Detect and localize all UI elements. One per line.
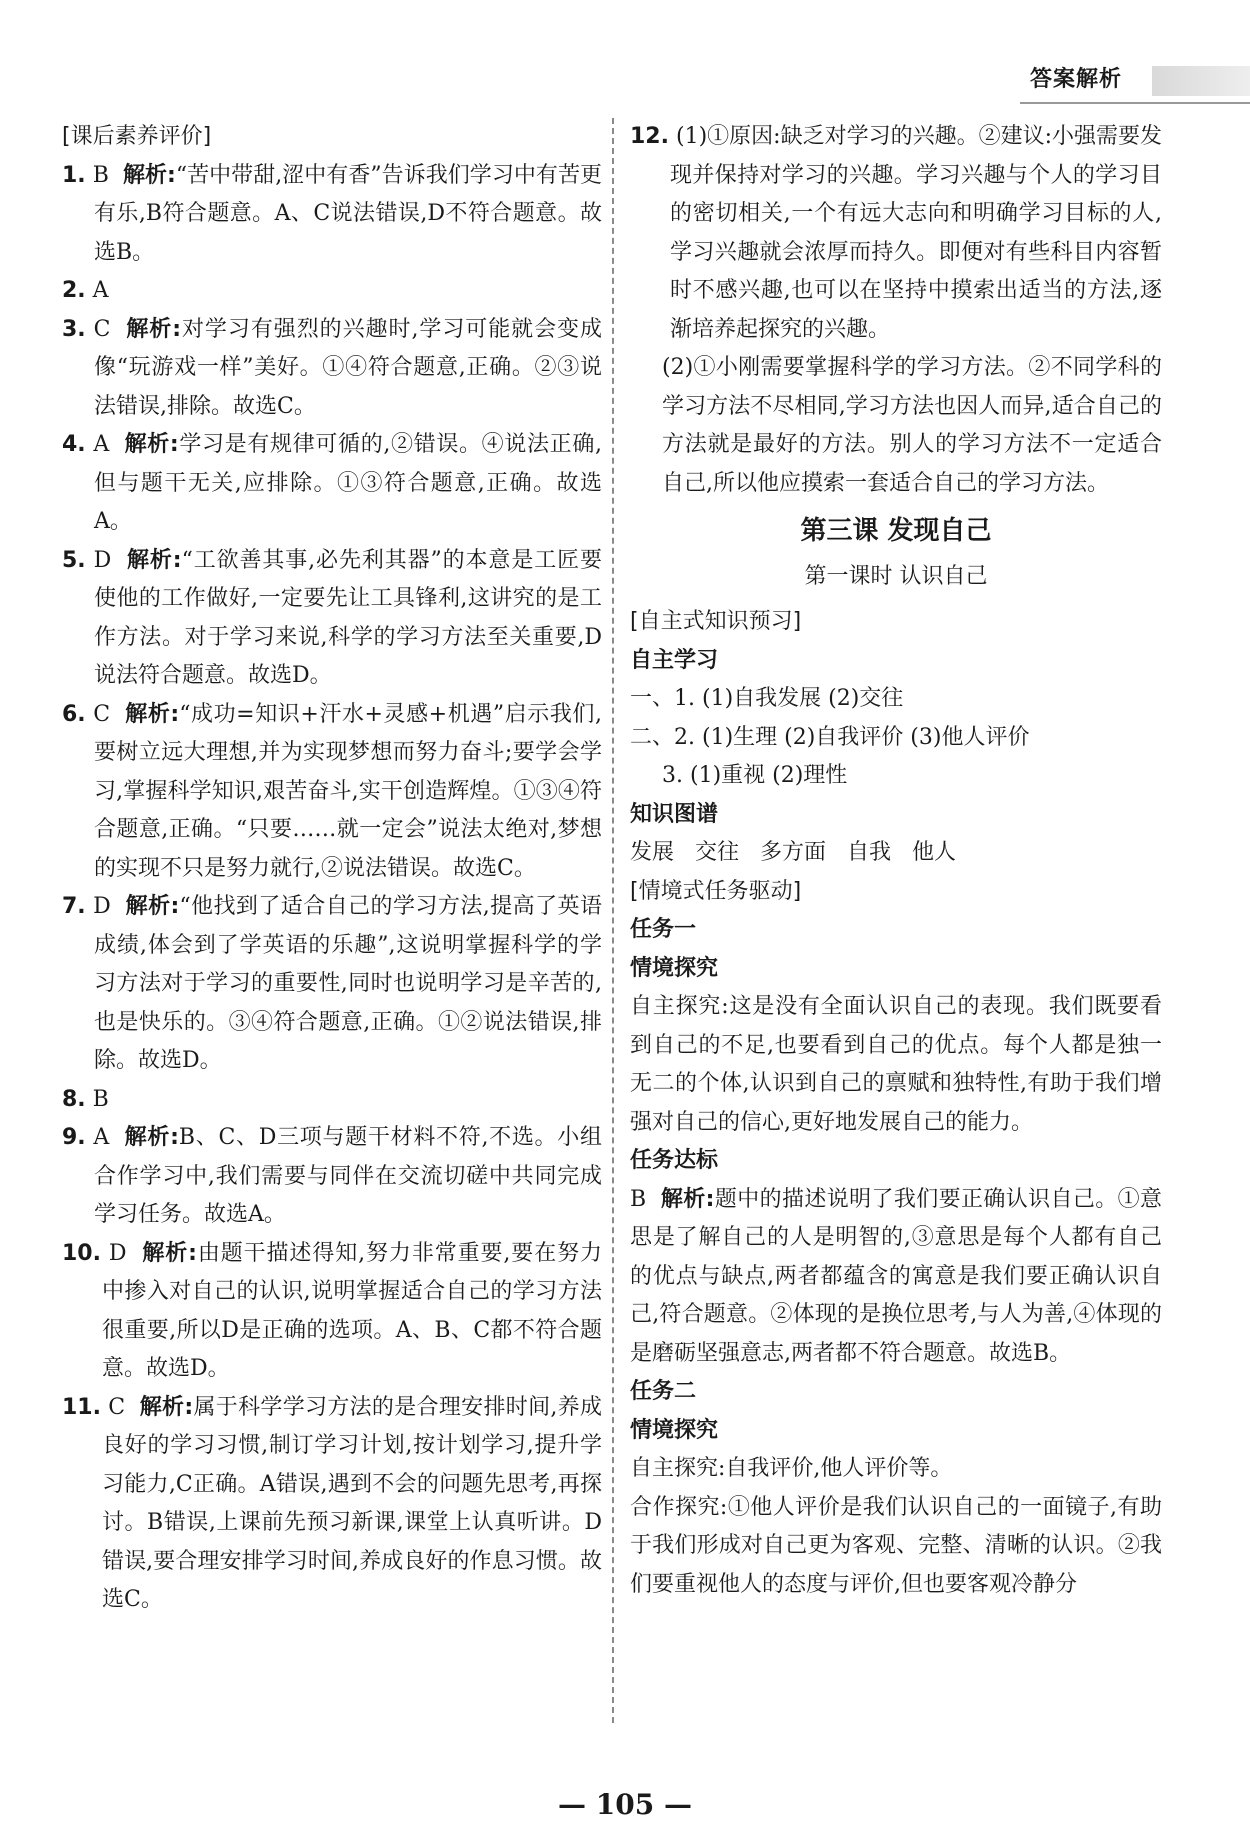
answer-item-12 xyxy=(630,118,1162,349)
item-number: 6. xyxy=(62,701,86,727)
item-text: “工欲善其事,必先利其器”的本意是工匠要使他的工作做好,一定要先让工具锋利,这讲究的是工作方法。对于学习来说,科学的学习方法至关重要,D说法符合题意。故选D。 xyxy=(94,547,602,688)
item-number: 7. xyxy=(62,894,86,919)
left-column xyxy=(62,118,602,1620)
section-title-task: [情境式任务驱动] xyxy=(630,878,802,904)
item-text: 属于科学学习方法的是合理安排时间,养成良好的学习习惯,制订学习计划,按计划学习,提升学习能力,C正确。A错误,遇到不会的问题先思考,再探讨。B错误,上课前先预习新课,课堂上认真听讲。D错误,要合理安排学习时间,养成良好的作息习惯。故选C。 xyxy=(102,1394,602,1612)
subheading-self-study: 自主学习 xyxy=(630,647,719,673)
item-number: 2. xyxy=(62,278,86,303)
knowledge-map-terms: 发展 交往 多方面 自我 他人 xyxy=(630,840,956,865)
item-answer: C xyxy=(93,701,111,727)
item-text: 对学习有强烈的兴趣时,学习可能就会变成像“玩游戏一样”美好。①④符合题意,正确。②③说法错误,排除。故选C。 xyxy=(94,316,602,419)
item-answer: D xyxy=(93,547,112,573)
item-number: 9. xyxy=(62,1125,86,1150)
item-text: 由题干描述得知,努力非常重要,要在努力中掺入对自己的认识,说明掌握适合自己的学习方法很重要,所以D是正确的选项。A、B、C都不符合题意。故选D。 xyxy=(102,1240,602,1381)
goal-text: 题中的描述说明了我们要正确认识自己。①意思是了解自己的人是明智的,③意思是每个人都有自己的优点与缺点,两者都蕴含的寓意是我们要正确认识自己,符合题意。②体现的是换位思考,与人为善,④体现的是磨砺坚强意志,两者都不符合题意。故选B。 xyxy=(630,1186,1162,1366)
item-number: 12. xyxy=(630,124,669,149)
item-answer: D xyxy=(93,894,111,919)
item-text: 学习是有规律可循的,②错误。④说法正确,但与题干无关,应排除。①③符合题意,正确。故选A。 xyxy=(94,432,602,534)
item-number: 5. xyxy=(62,547,86,573)
item-text: “他找到了适合自己的学习方法,提高了英语成绩,体会到了学英语的乐趣”,这说明掌握科学的学习方法对于学习的重要性,同时也说明学习是辛苦的,也是快乐的。③④符合题意,正确。①②说法错误,排除。故选D。 xyxy=(94,894,602,1073)
item-number: 4. xyxy=(62,432,86,457)
header-label: 答案解析 xyxy=(1030,67,1123,92)
item-keyword: 解析: xyxy=(139,1394,194,1420)
goal-answer: B xyxy=(630,1186,647,1212)
answer-item xyxy=(62,696,602,889)
header-rule xyxy=(1020,102,1250,104)
task-one-heading: 任务一 xyxy=(630,917,697,942)
answer-item xyxy=(62,426,602,542)
item-text: (1)①原因:缺乏对学习的兴趣。②建议:小强需要发现并保持对学习的兴趣。学习兴趣与个人的学习目的密切相关,一个有远大志向和明确学习目标的人,学习兴趣就会浓厚而持久。即便对有些科目内容暂时不感兴趣,也可以在坚持中摸索出适当的方法,逐渐培养起探究的兴趣。 xyxy=(670,124,1162,342)
preview-line-3: 3. (1)重视 (2)理性 xyxy=(662,763,848,788)
item-text: “苦中带甜,涩中有香”告诉我们学习中有苦更有乐,B符合题意。A、C说法错误,D不符合题意。故选B。 xyxy=(94,162,602,265)
header-decoration-bar xyxy=(1152,66,1250,96)
section-title-preview: [自主式知识预习] xyxy=(630,609,802,634)
explore-paragraph-2b: 合作探究:①他人评价是我们认识自己的一面镜子,有助于我们形成对自己更为客观、完整、清晰的认识。②我们要重视他人的态度与评价,但也要客观冷静分 xyxy=(630,1494,1162,1597)
answer-item xyxy=(62,888,602,1081)
item-answer: A xyxy=(93,1125,110,1150)
item-keyword: 解析: xyxy=(124,432,179,457)
task-two-heading: 任务二 xyxy=(630,1379,697,1404)
subheading-knowledge-map: 知识图谱 xyxy=(630,801,719,827)
item-answer: D xyxy=(108,1240,127,1266)
right-column xyxy=(630,118,1162,1604)
section-title-evaluation: [课后素养评价] xyxy=(62,124,212,149)
item-text: B、C、D三项与题干材料不符,不选。小组合作学习中,我们需要与同伴在交流切磋中共同完成学习任务。故选A。 xyxy=(94,1125,602,1227)
item-answer: B xyxy=(92,1086,109,1112)
preview-line-1: 一、1. (1)自我发展 (2)交往 xyxy=(630,686,904,711)
answer-item xyxy=(62,1119,602,1235)
preview-line-2: 二、2. (1)生理 (2)自我评价 (3)他人评价 xyxy=(630,724,1030,750)
scenario-heading-1: 情境探究 xyxy=(630,955,719,981)
page-number: — 105 — xyxy=(558,1788,692,1821)
answer-item xyxy=(62,311,602,427)
item-text: “成功=知识+汗水+灵感+机遇”启示我们,要树立远大理想,并为实现梦想而努力奋斗;要学会学习,掌握科学知识,艰苦奋斗,实干创造辉煌。①③④符合题意,正确。“只要……就一定会”说法太绝对,梦想的实现不只是努力就行,②说法错误。故选C。 xyxy=(94,701,602,881)
period-title: 第一课时 认识自己 xyxy=(804,564,988,589)
task-goal-heading: 任务达标 xyxy=(630,1148,719,1173)
goal-keyword: 解析: xyxy=(660,1186,715,1212)
item-number: 10. xyxy=(62,1240,101,1266)
item-number: 1. xyxy=(62,162,86,188)
answer-item xyxy=(62,542,602,696)
item-number: 8. xyxy=(62,1086,86,1112)
item-answer: C xyxy=(93,316,111,342)
answer-item xyxy=(62,157,602,273)
item-keyword: 解析: xyxy=(142,1240,197,1266)
item-answer: A xyxy=(93,432,110,457)
scenario-heading-2: 情境探究 xyxy=(630,1417,719,1443)
answer-list xyxy=(62,157,602,1620)
item-keyword: 解析: xyxy=(125,701,180,727)
item-number: 11. xyxy=(62,1394,101,1420)
item-answer: C xyxy=(108,1394,126,1420)
explore-paragraph-1: 自主探究:这是没有全面认识自己的表现。我们既要看到自己的不足,也要看到自己的优点。每个人都是独一无二的个体,认识到自己的禀赋和独特性,有助于我们增强对自己的信心,更好地发展自己的能力。 xyxy=(630,994,1162,1135)
column-divider xyxy=(612,118,614,1723)
answer-item xyxy=(62,272,602,311)
answer-item xyxy=(62,1235,602,1389)
item-number: 3. xyxy=(62,316,86,342)
explore-paragraph-2a: 自主探究:自我评价,他人评价等。 xyxy=(630,1456,953,1481)
answer-item xyxy=(62,1081,602,1120)
item-keyword: 解析: xyxy=(126,547,182,573)
item-keyword: 解析: xyxy=(122,162,176,188)
item-keyword: 解析: xyxy=(125,894,180,919)
item-answer: A xyxy=(92,278,109,303)
answer-item xyxy=(62,1389,602,1620)
answer-item-12-part2: (2)①小刚需要掌握科学的学习方法。②不同学科的学习方法不尽相同,学习方法也因人而异,适合自己的方法就是最好的方法。别人的学习方法不一定适合自己,所以他应摸索一套适合自己的学习方法。 xyxy=(662,355,1162,496)
item-keyword: 解析: xyxy=(124,1125,179,1150)
item-keyword: 解析: xyxy=(126,316,182,342)
task-goal-paragraph xyxy=(630,1181,1162,1374)
lesson-title: 第三课 发现自己 xyxy=(800,516,992,546)
item-answer: B xyxy=(92,162,109,188)
